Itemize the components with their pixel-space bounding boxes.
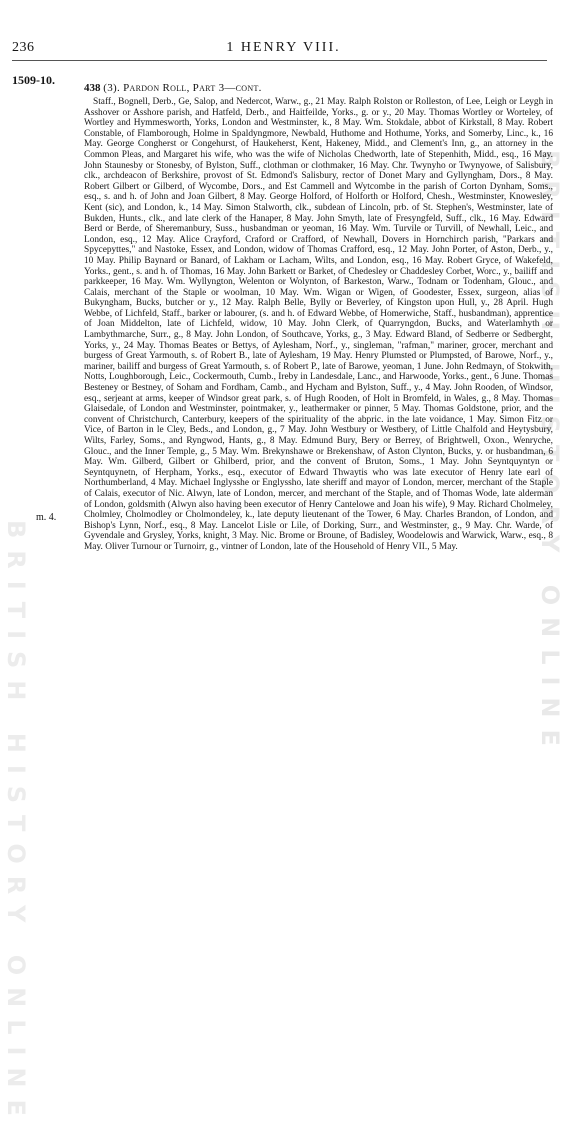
entry-title: (3). Pardon Roll, Part 3—cont.	[103, 82, 262, 94]
header-rule	[12, 60, 547, 61]
margin-note-membrane: m. 4.	[36, 512, 57, 523]
page-number: 236	[12, 40, 35, 55]
entry-heading	[84, 82, 262, 94]
entry-number: 438	[84, 82, 101, 94]
watermark-left: BRITISH HISTORY ONLINE	[2, 520, 30, 1128]
watermark: BRITISH HISTORY ONLINE	[536, 150, 564, 758]
running-head: 1 HENRY VIII.	[226, 40, 341, 55]
margin-date: 1509-10.	[12, 73, 55, 87]
body-paragraph: Staff., Bognell, Derb., Ge, Salop, and Nedercot, Warw., g., 21 May. Ralph Rolston or Rolleston, of Lee, Leigh or Leygh in Asshover or Asshore parish, and Hatfeld, Derb., and Haitfeilde, Yorks., g. or y., 20 May. Thomas Wortley or Worteley, of Wortley and Hymmesworth, Yorks, London and Westminster, k., 8 May. Wm. Stokdale, abbot of Kirkstall, 8 May. Robert Constable, of Flamborough, Holme in Spaldyngmore, Newbald, Huthome and Hothume, Yorks, and Somerby, Linc., k., 16 May. George Congherst or Congehurst, of Haukeherst, Kent, Hakeney, Midd., and Clement's Inn, g., an attorney in the Common Pleas, and Margaret his wife, who was the wife of Nicholas Chedworth, late of Stepenhith, Midd., esq., 16 May. John Staunesby or Stonesby, of Bylston, Suff., clothman or clothmaker, 16 May. Chr. Twynyho or Twynyowe, of Salisbury, clk., archdeacon of Berkshire, provost of St. Edmond's Salisbury, rector of Donet Mary and Gyllyngham, Dors., 8 May. Robert Gilbert or Gilberd, of Wycombe, Dors., and Est Cammell and Wytcombe in the parish of Corton Dynham, Soms., esq., s. and h. of John and Joan Gilbert, 8 May. George Holford, of Holforth or Holford, Chesh., Westminster, Knowesley, Kent (sic), and London, k., 14 May. Simon Stalworth, clk., subdean of Lincoln, prb. of St. Stephen's, Westminster, late of Bukden, Hunts., clk., and late clerk of the Hanaper, 8 May. John Smyth, late of Fresyngfeld, Suff., clk., 16 May. Edward Berd or Berde, of Sheremanbury, Suss., husbandman or yeoman, 16 May. Wm. Turvile or Turvill, of Newhall, Leic., and London, esq., 12 May. Alice Crayford, Craford or Crafford, of Newhall, Dovers in Hornchirch parish, "Parkars and Spycepyttes," and Nastoke, Essex, and London, widow of Thomas Crafford, esq., 12 May. John Porter, of Aston, Derb., y., 10 May. Philip Baynard or Banard, of Lakham or Lacham, Wilts, and London, esq., 16 May. Robert Gryce, of Wakefeld, Yorks., gent., s. and h. of Thomas, 16 May. John Barkett or Barket, of Chedesley or Chaddesley Corbet, Worc., y., bailiff and parkkeeper, 16 May. Wm. Wyllyngton, Welenton or Wolynton, of Barkeston, Warw., Todnam or Todenham, Glouc., and Calais, merchant of the Staple or woolman, 10 May. Wm. Wigan or Wigen, of Goodester, Essex, surgeon, alias of Bukyngham, Bucks, butcher or y., 12 May. Ralph Belle, Bylly or Beverley, of Kingston upon Hull, y., 28 April. Hugh Webbe, of Lichfeld, Staff., barker or labourer, (s. and h. of Edward Webbe, of Homerwiche, Staff., husbandman), apprentice of Joan Middelton, late of Lichfeld, widow, 10 May. John Clerk, of Quarryngdon, Bucks, and Waterlamhyth or Lambythmarche, Surr., g., 8 May. John London, of Southcave, Yorks, g., 3 May. Edward Bland, of Sedberre or Sedberght, Yorks, y., 24 May. Thomas Beates or Bettys, of Aylesham, Norf., y., singleman, "rafman," mariner, grocer, merchant and burgess of Great Yarmouth, s. of Robert B., late of Aylesham, 19 May. Henry Plumsted or Plumpsted, of Barowe, Norf., y., mariner, bailiff and burgess of Great Yarmouth, s. of Robert P., late of Barowe, yeoman, 1 June. John Redmayn, of Stokwith, Notts, Loughborough, Leic., Cockermouth, Cumb., Ireby in Landesdale, Lanc., and Harwoode, Yorks., gent., 6 June. Thomas Besteney or Bestney, of Soham and Fordham, Camb., and Hycham and Bylston, Suff., y., 4 May. John Rooden, of Windsor, esq., serjeant at arms, keeper of Windsor great park, s. of Hugh Rooden, of Holt in Bromfeld, in Wales, g., 8 May. Thomas Glaisedale, of London and Westminster, pointmaker, y., leathermaker or pinner, 5 May. Thomas Goldstone, prior, and the convent of Christchurch, Canterbury, keepers of the spirituality of the abpric. in the late voidance, 1 May. Simon Fitz or Vice, of Barton in le Cley, Beds., and London, g., 7 May. John Westbury or Westbery, of Little Chalfold and Heytysbury, Wilts, Farley, Soms., and Ryngwod, Hants, g., 8 May. Edmund Bury, Bery or Berrey, of Brightwell, Oxon., Wenryche, Glouc., and the Inner Temple, g., 5 May. Wm. Brekynshawe or Brekenshaw, of Aston Clynton, Bucks, y. or husbandman, 6 May. Wm. Gilberd, Gilbert or Ghilberd, prior, and the convent of Bruton, Soms., 1 May. John Seyntquyntyn or Seyntquynetn, of Herpham, Yorks., esq., executor of Edward Thwaytis who was late executor of Henry late earl of Northumberland, 4 May. Michael Inglysshe or Englyssho, late sheriff and mayor of London, mercer, merchant of the Staple of Calais, executor of Nic. Alwyn, late of London, mercer, and merchant of the Staple, and of Thomas Wode, late alderman of London, goldsmith (Alwyn also having been executor of Henry Cantelowe and Joan his wife), 9 May. Richard Cholmeley, Cholmley, Cholmodley or Cholmondeley, k., late deputy lieutenant of the Tower, 6 May. Charles Brandon, of London, and Bishop's Lynn, Norf., esq., 8 May. Lancelot Lisle or Lile, of Dorking, Surr., and Westminster, g., 9 May. Chr. Warde, of Gyvendale and Grysley, Yorks, knight, 3 May. Nic. Brome or Broune, of Badisley, Woodelowis and Warwick, Warw., esq., 8 May. Oliver Turnour or Turnoirr, g., vintner of London, late of the Household of Henry VII., 5 May.	[84, 97, 553, 552]
